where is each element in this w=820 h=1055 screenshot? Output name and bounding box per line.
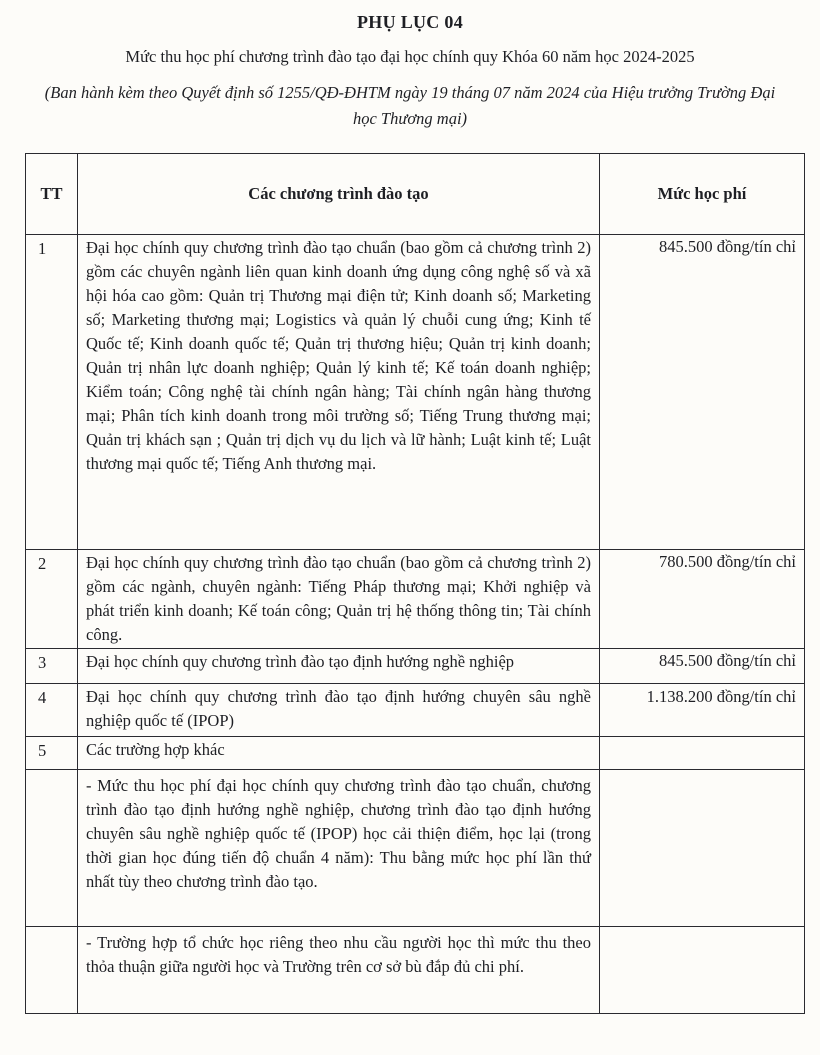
fee-amount: 845.500 đồng/tín chỉ	[600, 649, 805, 684]
document-subtitle: Mức thu học phí chương trình đào tạo đại học chính quy Khóa 60 năm học 2024-2025	[125, 47, 695, 66]
issued-by-note: (Ban hành kèm theo Quyết định số 1255/QĐ-ĐHTM ngày 19 tháng 07 năm 2024 của Hiệu trưởng Trường Đại học Thương mại)	[44, 83, 776, 128]
program-description: Đại học chính quy chương trình đào tạo định hướng nghề nghiệp	[78, 649, 600, 684]
program-description: Các trường hợp khác	[78, 737, 600, 770]
empty-cell	[26, 927, 78, 1014]
column-header-program: Các chương trình đào tạo	[78, 154, 600, 235]
table-row	[26, 737, 805, 770]
column-header-tt: TT	[26, 154, 78, 235]
table-row	[26, 684, 805, 737]
row-number: 2	[26, 550, 78, 649]
row-number: 5	[26, 737, 78, 770]
note-retake-fee: - Mức thu học phí đại học chính quy chương trình đào tạo chuẩn, chương trình đào tạo định hướng nghề nghiệp, chương trình đào tạo định hướng chuyên sâu nghề nghiệp quốc tế (IPOP) học cải thiện điểm, học lại (trong thời gian học đúng tiến độ chuẩn 4 năm): Thu bằng mức học phí lần thứ nhất tùy theo chương trình đào tạo.	[78, 770, 600, 927]
program-description: Đại học chính quy chương trình đào tạo định hướng chuyên sâu nghề nghiệp quốc tế (IPOP)	[78, 684, 600, 737]
note-separate-class-fee: - Trường hợp tổ chức học riêng theo nhu cầu người học thì mức thu theo thỏa thuận giữa người học và Trường trên cơ sở bù đắp đủ chi phí.	[78, 927, 600, 1014]
fee-amount: 1.138.200 đồng/tín chỉ	[600, 684, 805, 737]
appendix-title: PHỤ LỤC 04	[357, 12, 463, 32]
table-row	[26, 927, 805, 1014]
table-row	[26, 235, 805, 550]
fee-amount	[600, 737, 805, 770]
program-description: Đại học chính quy chương trình đào tạo chuẩn (bao gồm cả chương trình 2) gồm các ngành, chuyên ngành: Tiếng Pháp thương mại; Khởi nghiệp và phát triển kinh doanh; Kế toán công; Quản trị hệ thống thông tin; Tài chính công.	[78, 550, 600, 649]
table-row	[26, 550, 805, 649]
fee-amount: 845.500 đồng/tín chỉ	[600, 235, 805, 550]
row-number: 1	[26, 235, 78, 550]
empty-cell	[600, 770, 805, 927]
empty-cell	[600, 927, 805, 1014]
empty-cell	[26, 770, 78, 927]
table-header-row	[26, 154, 805, 235]
tuition-fee-table	[25, 153, 805, 1014]
row-number: 4	[26, 684, 78, 737]
table-row	[26, 649, 805, 684]
row-number: 3	[26, 649, 78, 684]
fee-amount: 780.500 đồng/tín chỉ	[600, 550, 805, 649]
program-description: Đại học chính quy chương trình đào tạo chuẩn (bao gồm cả chương trình 2) gồm các chuyên ngành liên quan kinh doanh ứng dụng công nghệ số và xã hội hóa cao gồm: Quản trị Thương mại điện tử; Kinh doanh số; Marketing số; Marketing thương mại; Logistics và quản lý chuỗi cung ứng; Kinh tế Quốc tế; Kinh doanh quốc tế; Quản trị thương hiệu; Quản trị kinh doanh; Quản trị nhân lực doanh nghiệp; Quản lý kinh tế; Kế toán doanh nghiệp; Kiểm toán; Công nghệ tài chính ngân hàng; Tài chính ngân hàng thương mại; Phân tích kinh doanh trong môi trường số; Tiếng Trung thương mại; Quản trị khách sạn ; Quản trị dịch vụ du lịch và lữ hành; Luật kinh tế; Luật thương mại quốc tế; Tiếng Anh thương mại.	[78, 235, 600, 550]
table-row	[26, 770, 805, 927]
column-header-fee: Mức học phí	[600, 154, 805, 235]
